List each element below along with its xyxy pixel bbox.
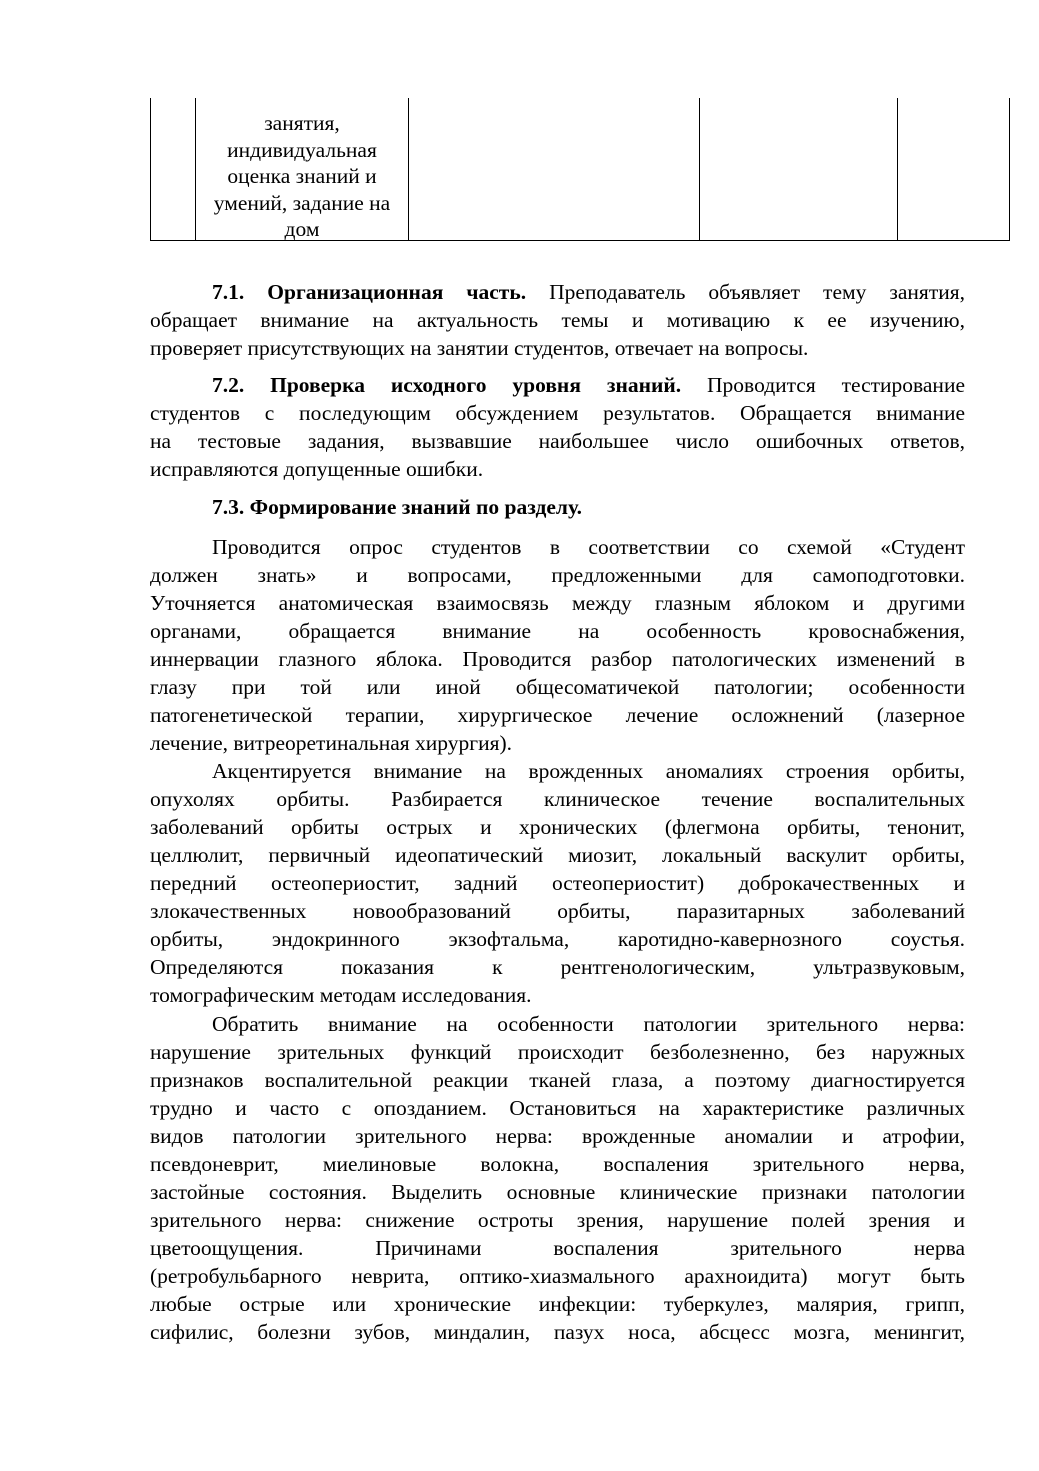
paragraph-3 xyxy=(150,1010,965,1346)
table-cell-line: индивидуальная xyxy=(227,137,377,162)
text-line: орбиты, эндокринного экзофтальма, каротидно-кавернозного соустья. xyxy=(150,927,965,951)
text-run: Преподаватель объявляет тему занятия, xyxy=(526,280,965,304)
table-border xyxy=(408,98,409,240)
text-line: Уточняется анатомическая взаимосвязь между глазным яблоком и другими xyxy=(150,591,965,615)
paragraph xyxy=(150,278,965,362)
text-line: на тестовые задания, вызвавшие наибольшее число ошибочных ответов, xyxy=(150,429,965,453)
text-line: томографическим методам исследования. xyxy=(150,983,532,1007)
text-line: целлюлит, первичный идеопатический миозит, локальный васкулит орбиты, xyxy=(150,843,965,867)
section-heading: 7.3. Формирование знаний по разделу. xyxy=(212,495,582,519)
table-border xyxy=(699,98,700,240)
paragraph xyxy=(150,1010,965,1346)
text-line: обращает внимание на актуальность темы и мотивацию к ее изучению, xyxy=(150,308,965,332)
text-line: зрительного нерва: снижение остроты зрения, нарушение полей зрения и xyxy=(150,1208,965,1232)
text-line: должен знать» и вопросами, предложенными для самоподготовки. xyxy=(150,563,965,587)
text-run: Проводится тестирование xyxy=(681,373,965,397)
paragraph-1 xyxy=(150,533,965,757)
table-cell-line: занятия, xyxy=(264,111,340,135)
paragraph xyxy=(150,757,965,1009)
table-cell-line: дом xyxy=(284,217,320,241)
text-line: застойные состояния. Выделить основные клинические признаки патологии xyxy=(150,1180,965,1204)
text-line: цветоощущения. Причинами воспаления зрительного нерва xyxy=(150,1236,965,1260)
text-line: глазу при той или иной общесоматичекой патологии; особенности xyxy=(150,675,965,699)
text-line: признаков воспалительной реакции тканей глаза, а поэтому диагностируется xyxy=(150,1068,965,1092)
text-line: патогенетической терапии, хирургическое лечение осложнений (лазерное xyxy=(150,703,965,727)
text-line: Проводится опрос студентов в соответствии со схемой «Студент xyxy=(212,535,965,559)
section-7-1 xyxy=(150,278,965,362)
table-cell xyxy=(196,110,408,243)
table-border xyxy=(1009,98,1010,240)
text-line: органами, обращается внимание на особенность кровоснабжения, xyxy=(150,619,965,643)
text-line xyxy=(150,278,965,306)
text-line: Акцентируется внимание на врожденных аномалиях строения орбиты, xyxy=(212,759,965,783)
text-line: любые острые или хронические инфекции: туберкулез, малярия, грипп, xyxy=(150,1292,965,1316)
text-line: Определяются показания к рентгенологическим, ультразвуковым, xyxy=(150,955,965,979)
paragraph xyxy=(150,493,965,521)
table-cell-line: умений, задание на xyxy=(213,190,391,215)
section-7-3 xyxy=(150,493,965,521)
text-line xyxy=(150,371,965,399)
text-line: исправляются допущенные ошибки. xyxy=(150,457,484,481)
section-7-2 xyxy=(150,371,965,483)
text-line: сифилис, болезни зубов, миндалин, пазух носа, абсцесс мозга, менингит, xyxy=(150,1320,965,1344)
text-line: иннервации глазного яблока. Проводится разбор патологических изменений в xyxy=(150,647,965,671)
section-heading: 7.1. Организационная часть. xyxy=(212,280,527,304)
text-line: проверяет присутствующих на занятии студентов, отвечает на вопросы. xyxy=(150,336,809,360)
text-line: студентов с последующим обсуждением результатов. Обращается внимание xyxy=(150,401,965,425)
text-line: лечение, витреоретинальная хирургия). xyxy=(150,731,513,755)
table-border xyxy=(150,98,151,240)
text-line: (ретробульбарного неврита, оптико-хиазмального арахноидита) могут быть xyxy=(150,1264,965,1288)
text-line: злокачественных новообразований орбиты, паразитарных заболеваний xyxy=(150,899,965,923)
text-line: Обратить внимание на особенности патологии зрительного нерва: xyxy=(212,1012,965,1036)
text-line: передний остеопериостит, задний остеопериостит) доброкачественных и xyxy=(150,871,965,895)
text-line xyxy=(150,493,965,521)
text-line: заболеваний орбиты острых и хронических (флегмона орбиты, тенонит, xyxy=(150,815,965,839)
text-line: видов патологии зрительного нерва: врожденные аномалии и атрофии, xyxy=(150,1124,965,1148)
paragraph xyxy=(150,533,965,757)
text-line: псевдоневрит, миелиновые волокна, воспаления зрительного нерва, xyxy=(150,1152,965,1176)
paragraph xyxy=(150,371,965,483)
text-line: нарушение зрительных функций происходит безболезненно, без наружных xyxy=(150,1040,965,1064)
section-heading: 7.2. Проверка исходного уровня знаний. xyxy=(212,373,682,397)
paragraph-2 xyxy=(150,757,965,1009)
text-line: опухолях орбиты. Разбирается клиническое течение воспалительных xyxy=(150,787,965,811)
text-line: трудно и часто с опозданием. Остановиться на характеристике различных xyxy=(150,1096,965,1120)
table-border xyxy=(897,98,898,240)
table-fragment xyxy=(150,98,1010,241)
table-cell-line: оценка знаний и xyxy=(227,164,377,188)
